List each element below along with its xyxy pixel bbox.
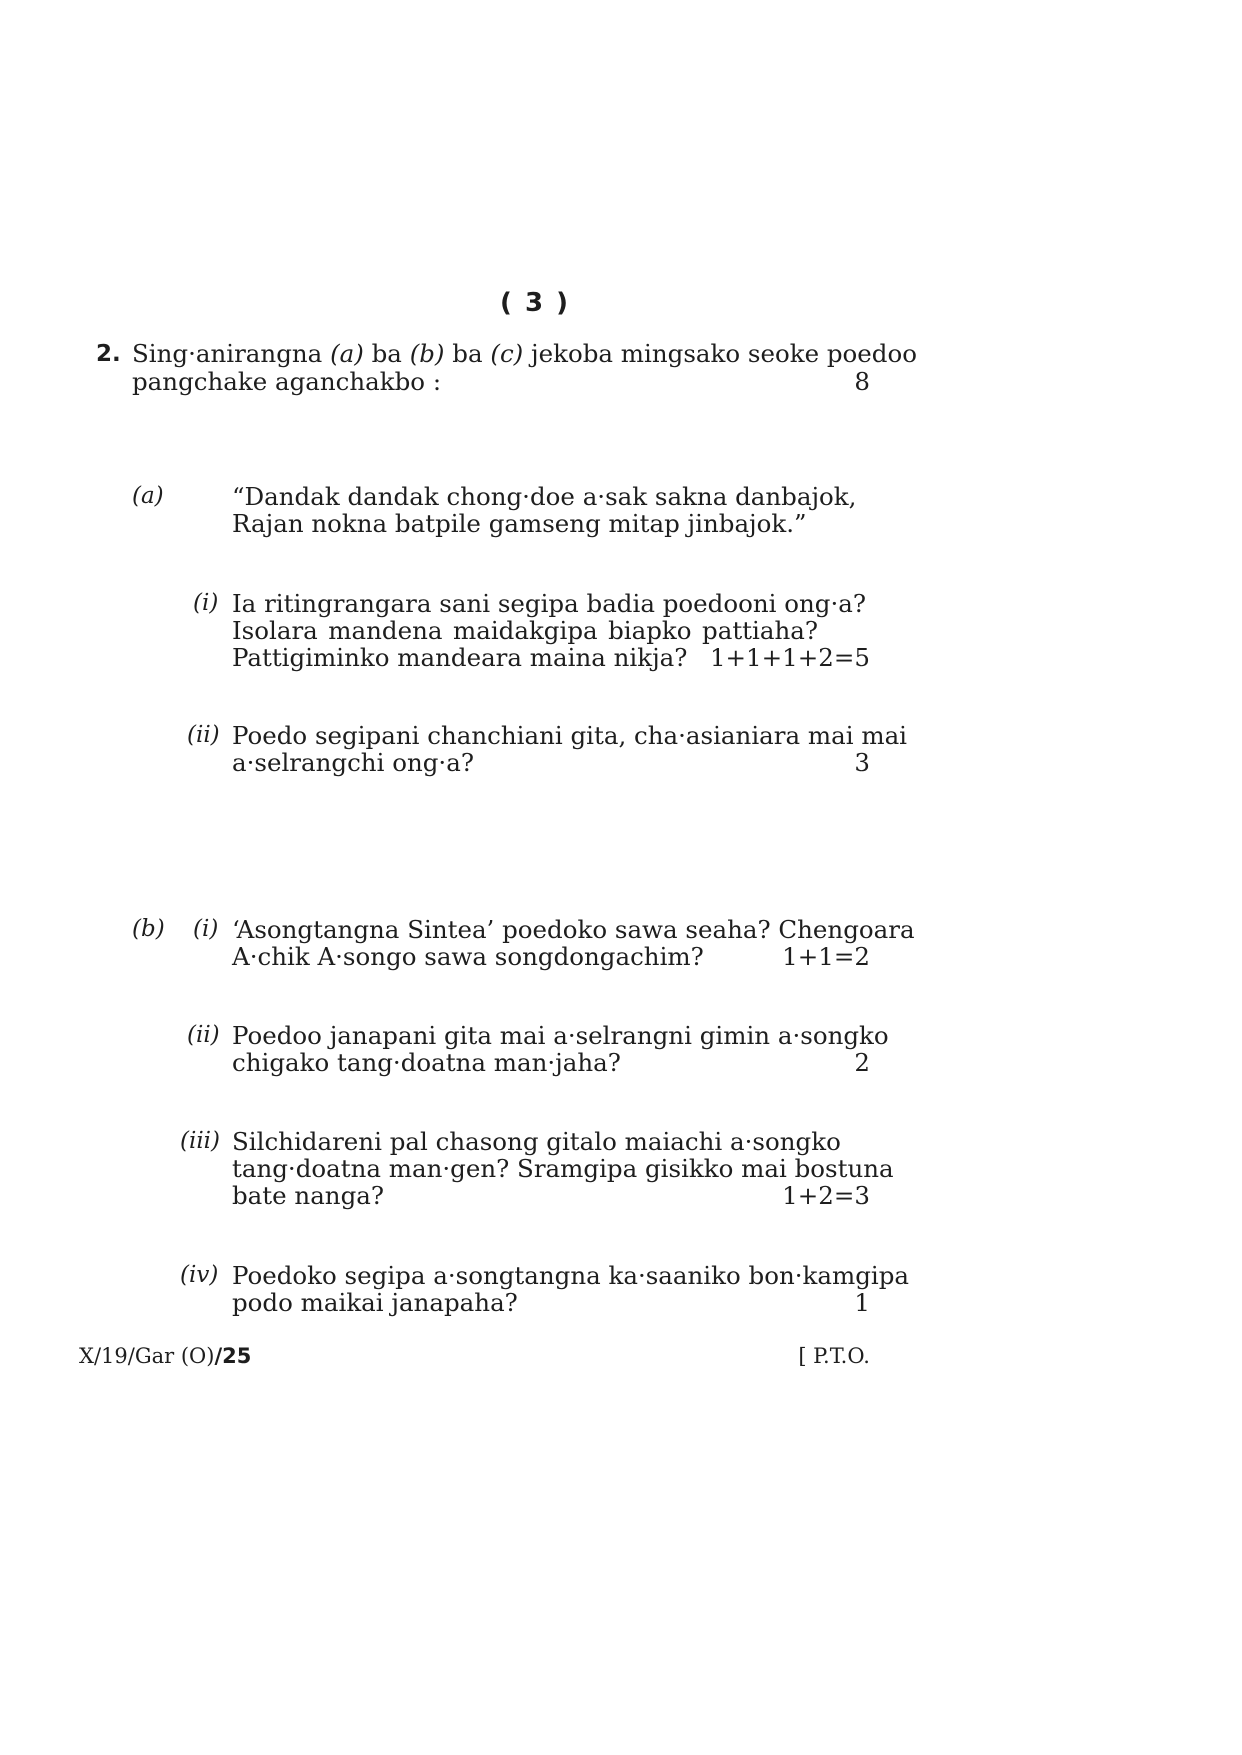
footer-code [79, 1343, 251, 1369]
part-a-item-i-line-2: Isolara mandena maidakgipa biapko pattiaha? [232, 616, 818, 645]
part-b-item-iii-line-1: Silchidareni pal chasong gitalo maiachi a·songko [232, 1127, 841, 1156]
part-b-label: (b) [132, 916, 165, 942]
part-b-item-i-label: (i) [193, 916, 219, 942]
part-b-item-iv-line-2: podo maikai janapaha? [232, 1288, 518, 1317]
part-a-item-i-line-3: Pattigiminko mandeara maina nikja? [232, 643, 688, 672]
part-b-item-ii-label: (ii) [187, 1022, 220, 1048]
part-b-item-iii-line-3: bate nanga? [232, 1181, 385, 1210]
q-text-post: jekoba mingsako seoke poedoo [531, 339, 917, 368]
part-b-item-iii-marks: 1+2=3 [782, 1181, 870, 1210]
page-number: ( 3 ) [500, 288, 570, 318]
part-b-item-iv-marks: 1 [854, 1288, 870, 1317]
part-a-quote-line-1: “Dandak dandak chong·doe a·sak sakna danbajok, [232, 482, 857, 511]
part-b-item-iii-label: (iii) [180, 1128, 221, 1154]
footer-pto: [ P.T.O. [798, 1344, 870, 1368]
q-text-mid2: ba [452, 339, 483, 368]
question-line-2: pangchake aganchakbo : [132, 367, 442, 396]
part-b-item-ii-marks: 2 [854, 1048, 870, 1077]
footer-code-text: X/19/Gar (O) [79, 1344, 215, 1368]
part-b-item-ii-line-2: chigako tang·doatna man·jaha? [232, 1048, 621, 1077]
part-b-item-ii-line-1: Poedoo janapani gita mai a·selrangni gimin a·songko [232, 1021, 889, 1050]
part-a-item-ii-line-1: Poedo segipani chanchiani gita, cha·asianiara mai mai [232, 721, 908, 750]
question-marks: 8 [854, 367, 870, 396]
part-b-item-iv-line-1: Poedoko segipa a·songtangna ka·saaniko bon·kamgipa [232, 1261, 910, 1290]
part-b-item-i-line-2: A·chik A·songo sawa songdongachim? [232, 942, 704, 971]
part-b-item-iv-label: (iv) [180, 1262, 219, 1288]
q-label-a: (a) [330, 339, 364, 368]
part-a-item-ii-marks: 3 [854, 748, 870, 777]
q-label-c: (c) [490, 339, 524, 368]
q-label-b: (b) [409, 339, 445, 368]
part-b-item-i-line-1: ‘Asongtangna Sintea’ poedoko sawa seaha? Chengoara [232, 915, 915, 944]
question-line-1 [132, 338, 917, 369]
part-b-item-i-marks: 1+1=2 [782, 942, 870, 971]
part-a-item-i-marks: 1+1+1+2=5 [709, 643, 870, 672]
question-number: 2. [96, 341, 121, 367]
footer-code-bold: /25 [214, 1344, 252, 1368]
q-text-mid1: ba [371, 339, 402, 368]
q-text-pre: Sing·anirangna [132, 339, 323, 368]
part-b-item-iii-line-2: tang·doatna man·gen? Sramgipa gisikko mai bostuna [232, 1154, 894, 1183]
part-a-item-i-line-1: Ia ritingrangara sani segipa badia poedooni ong·a? [232, 589, 866, 618]
part-a-item-ii-line-2: a·selrangchi ong·a? [232, 748, 474, 777]
part-a-item-i-label: (i) [193, 590, 219, 616]
part-a-item-ii-label: (ii) [187, 722, 220, 748]
part-a-label: (a) [132, 483, 164, 509]
part-a-quote-line-2: Rajan nokna batpile gamseng mitap jinbajok.” [232, 509, 807, 538]
